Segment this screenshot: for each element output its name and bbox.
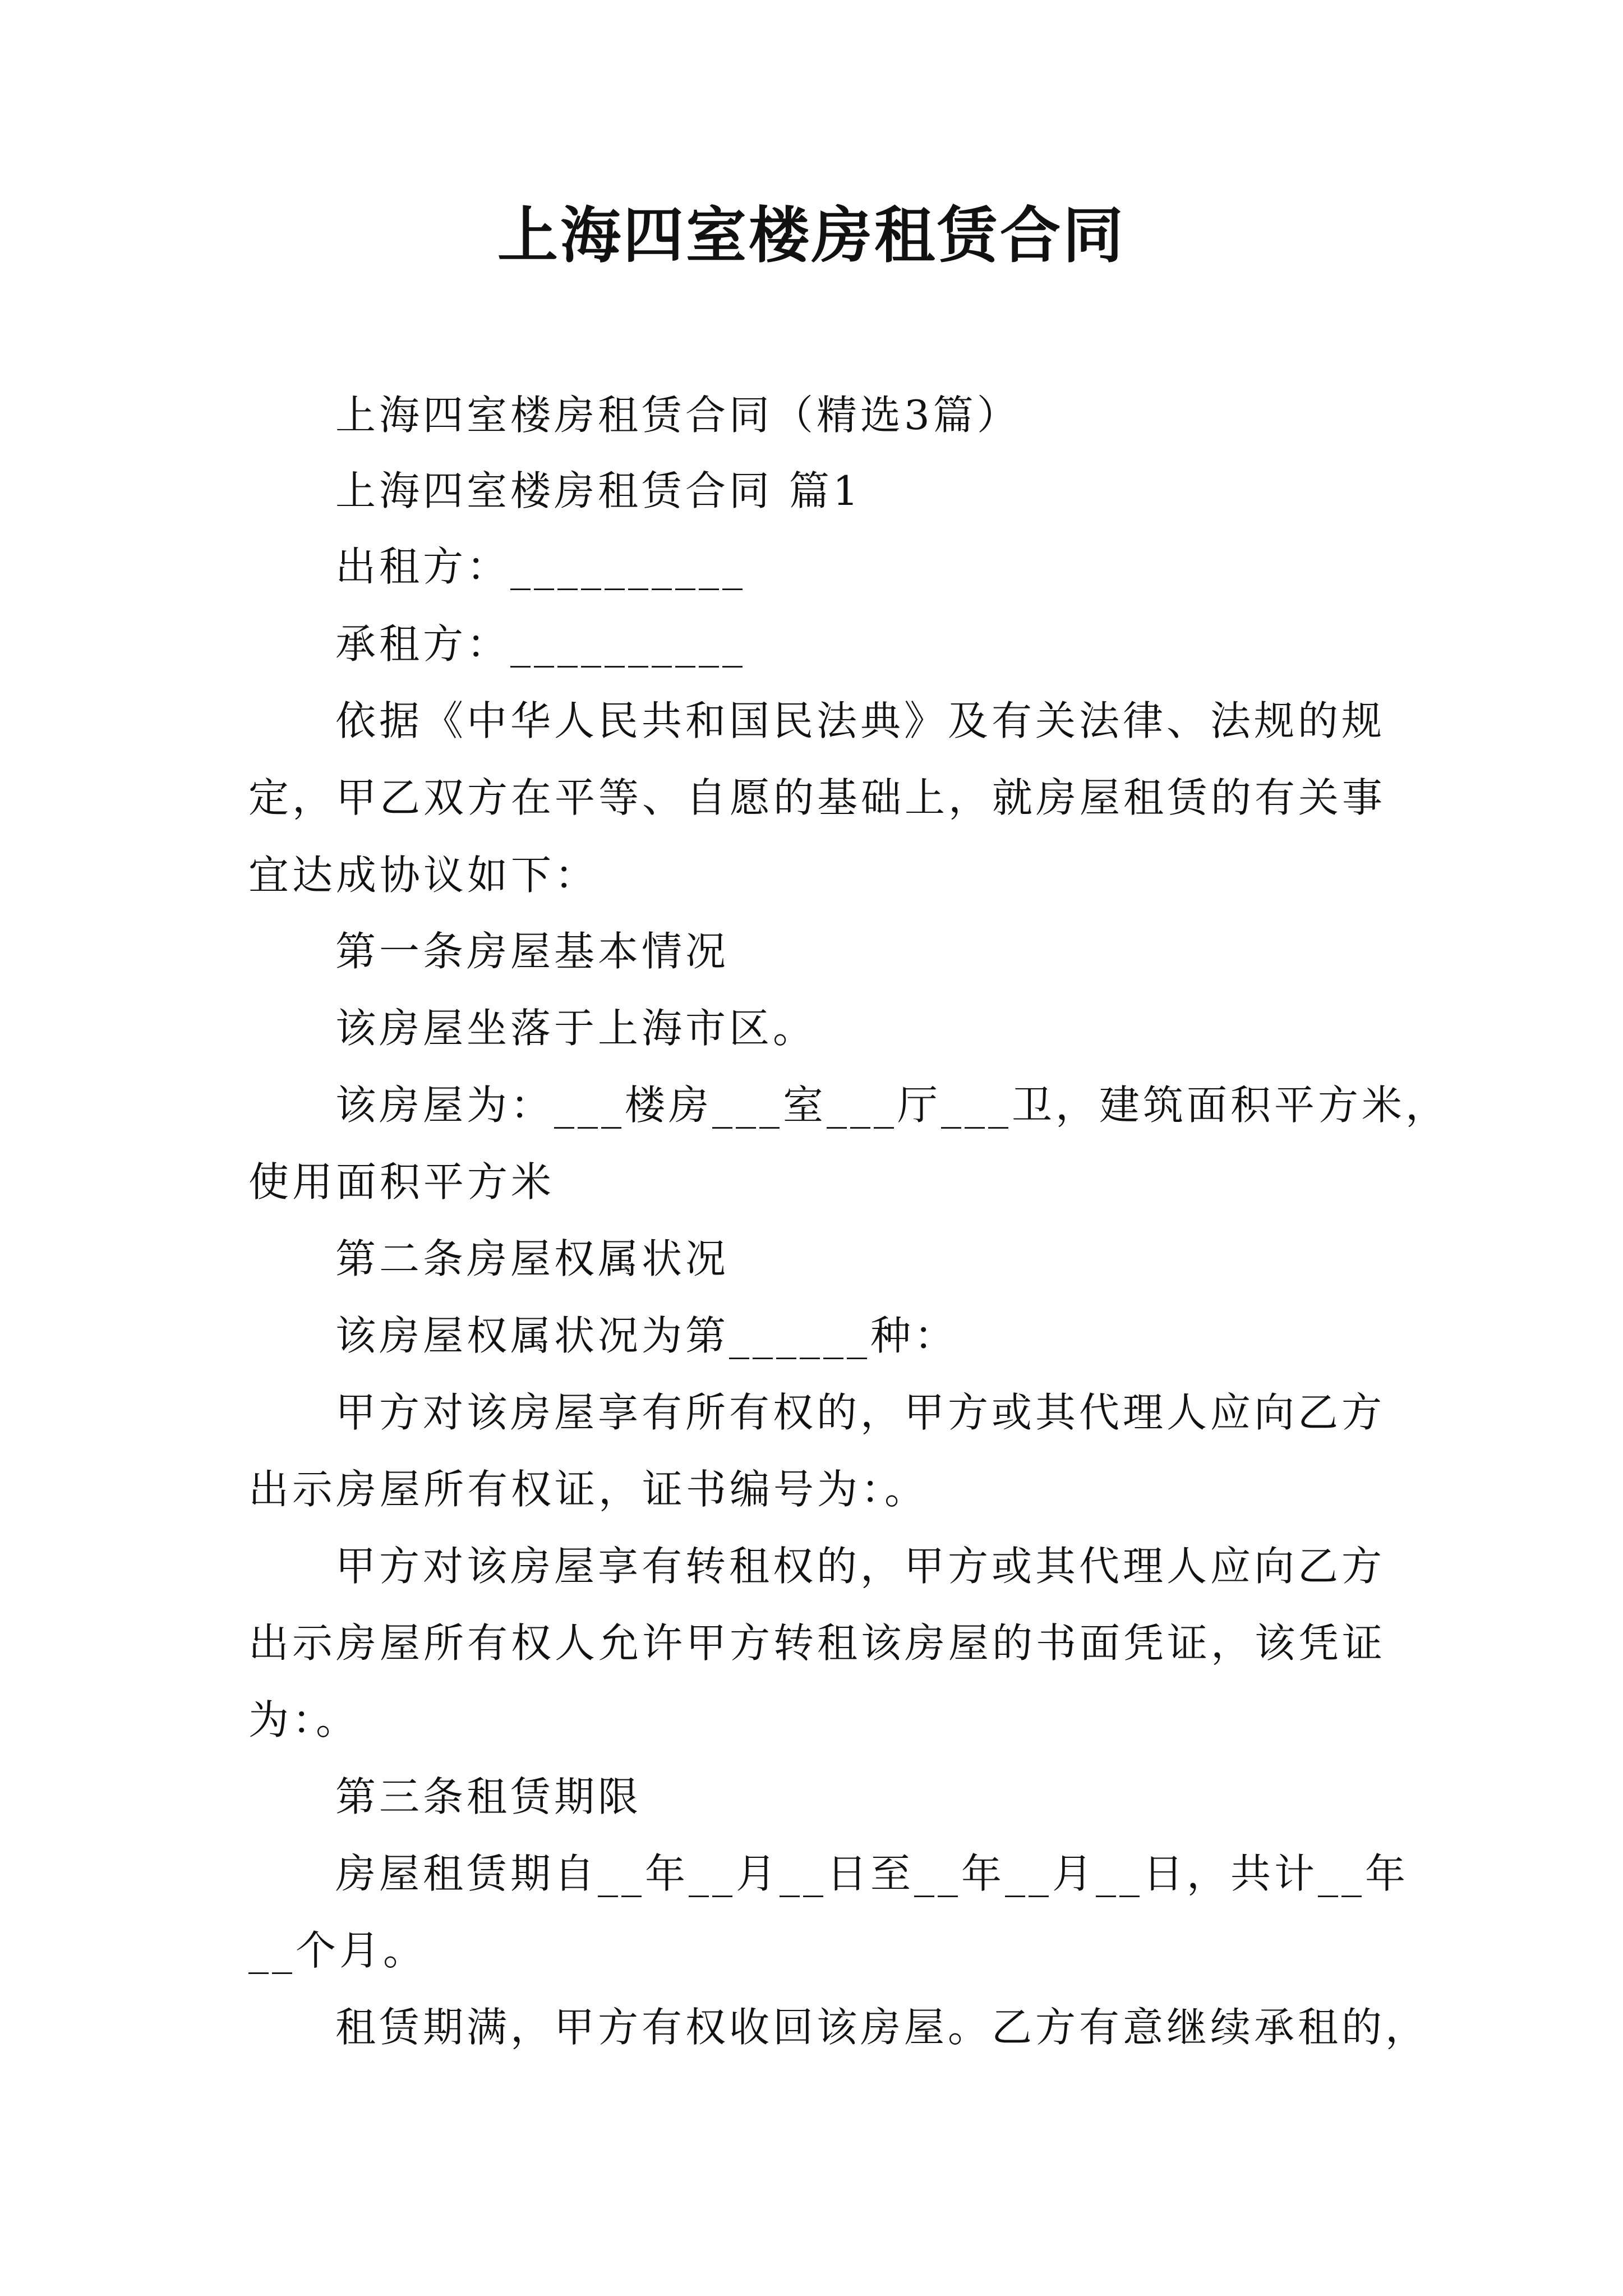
paragraph-line: 甲方对该房屋享有所有权的，甲方或其代理人应向乙方 <box>335 1389 1386 1436</box>
subtitle-line: 上海四室楼房租赁合同（精选3篇） <box>335 392 1021 439</box>
article-heading: 第一条房屋基本情况 <box>335 928 730 975</box>
paragraph-line: 该房屋坐落于上海市区。 <box>335 1005 817 1052</box>
lessor-field: 出租方：__________ <box>335 543 746 590</box>
paragraph-line: 依据《中华人民共和国民法典》及有关法律、法规的规 <box>335 697 1386 744</box>
paragraph-line: 使用面积平方米 <box>248 1158 555 1205</box>
paragraph-line: 该房屋权属状况为第______种： <box>335 1312 958 1359</box>
paragraph-line: 宜达成协议如下： <box>248 852 599 899</box>
paragraph-line: 甲方对该房屋享有转租权的，甲方或其代理人应向乙方 <box>335 1543 1386 1590</box>
paragraph-line: 该房屋为：___楼房___室___厅___卫，建筑面积平方米， <box>335 1082 1450 1129</box>
paragraph-line: 出示房屋所有权证，证书编号为：。 <box>248 1466 929 1513</box>
section-heading: 上海四室楼房租赁合同 篇1 <box>335 467 862 514</box>
document-title: 上海四室楼房租赁合同 <box>497 200 1126 271</box>
paragraph-line: 租赁期满，甲方有权收回该房屋。乙方有意继续承租的， <box>335 2004 1430 2051</box>
paragraph-line: 定，甲乙双方在平等、自愿的基础上，就房屋租赁的有关事 <box>248 774 1386 821</box>
article-heading: 第三条租赁期限 <box>335 1773 642 1820</box>
paragraph-line: 为：。 <box>248 1696 360 1743</box>
paragraph-line: 房屋租赁期自__年__月__日至__年__月__日，共计__年 <box>335 1850 1409 1897</box>
article-heading: 第二条房屋权属状况 <box>335 1235 730 1282</box>
paragraph-line: __个月。 <box>248 1927 427 1974</box>
lessee-field: 承租方：__________ <box>335 620 746 668</box>
paragraph-line: 出示房屋所有权人允许甲方转租该房屋的书面凭证，该凭证 <box>248 1619 1386 1667</box>
